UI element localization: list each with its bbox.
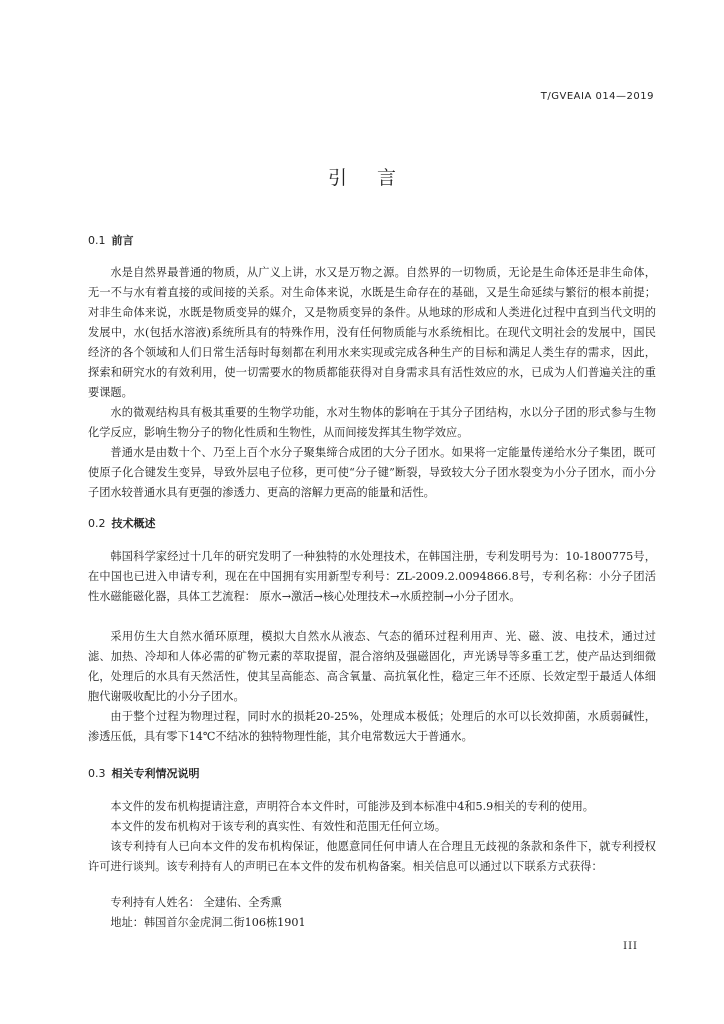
section-title: 技术概述 [111,517,156,530]
page-number: III [623,941,638,952]
standard-code: T/GVEAIA 014—2019 [540,91,654,102]
section-heading-0-2 [88,515,156,531]
section-title: 前言 [111,234,134,247]
section-number: 0.2 [88,517,106,530]
section-number: 0.1 [88,234,106,247]
paragraph: 该专利持有人已向本文件的发布机构保证，他愿意同任何申请人在合理且无歧视的条款和条件下，就专利授权许可进行谈判。该专利持有人的声明已在本文件的发布机构备案。相关信息可以通过以下联系方式获得： [88,840,656,873]
patent-holder-address: 地址：韩国首尔金虎洞二街106栋1901 [110,916,306,929]
paragraph: 水是自然界最普通的物质，从广义上讲，水又是万物之源。自然界的一切物质，无论是生命体还是非生命体，无一不与水有着直接的或间接的关系。对生命体来说，水既是生命存在的基础，又是生命延续与繁衍的根本前提；对非生命体来说，水既是物质变异的媒介，又是物质变异的条件。从地球的形成和人类进化过程中直到当代文明的发展中，水(包括水溶液)系统所具有的特殊作用，没有任何物质能与水系统相比。在现代文明社会的发展中，国民经济的各个领域和人们日常生活每时每刻都在利用水来实现或完成各种生产的目标和满足人类生存的需求，因此，探索和研究水的有效利用，使一切需要水的物质都能获得对自身需求具有活性效应的水，已成为人们普遍关注的重要课题。 [88,266,656,399]
paragraph: 水的微观结构具有极其重要的生物学功能，水对生物体的影响在于其分子团结构，水以分子团的形式参与生物化学反应，影响生物分子的物化性质和生物性，从而间接发挥其生物学效应。 [88,406,656,439]
patent-holder: 专利持有人姓名： 全建佑、全秀熏 [110,896,282,909]
paragraph: 本文件的发布机构对于该专利的真实性、有效性和范围无任何立场。 [110,820,447,833]
section-heading-0-3 [88,765,200,781]
paragraph: 本文件的发布机构提请注意，声明符合本文件时，可能涉及到本标准中4和5.9相关的专利的使用。 [110,800,594,813]
paragraph: 由于整个过程为物理过程，同时水的损耗20-25%，处理成本极低；处理后的水可以长效抑菌，水质弱碱性，渗透压低，具有零下14℃不结冰的独特物理性能，其介电常数远大于普通水。 [88,710,656,743]
section-heading-0-1 [88,232,134,248]
paragraph: 采用仿生大自然水循环原理，模拟大自然水从液态、气态的循环过程利用声、光、磁、波、电技术，通过过滤、加热、冷却和人体必需的矿物元素的萃取提留，混合溶纳及强磁固化，声光诱导等多重工艺，使产品达到细微化，处理后的水具有天然活性，使其呈高能态、高含氧量、高抗氧化性，稳定三年不还原、长效定型于最适人体细胞代谢吸收配比的小分子团水。 [88,630,656,703]
page-title: 引言 [327,167,426,189]
paragraph: 韩国科学家经过十几年的研究发明了一种独特的水处理技术，在韩国注册，专利发明号为：10-1800775号，在中国也已进入申请专利，现在在中国拥有实用新型专利号：ZL-2009.2.0094866.8号，专利名称：小分子团活性水磁能磁化器，具体工艺流程： 原水→激活→核心处理技术→水质控制→小分子团水。 [88,550,656,603]
paragraph: 普通水是由数十个、乃至上百个水分子聚集缔合成团的大分子团水。如果将一定能量传递给水分子集团，既可使原子化合键发生变异，导致外层电子位移，更可使“分子键”断裂，导致较大分子团水裂变为小分子团水，而小分子团水较普通水具有更强的渗透力、更高的溶解力更高的能量和活性。 [88,446,656,499]
section-title: 相关专利情况说明 [111,767,200,780]
section-number: 0.3 [88,767,106,780]
